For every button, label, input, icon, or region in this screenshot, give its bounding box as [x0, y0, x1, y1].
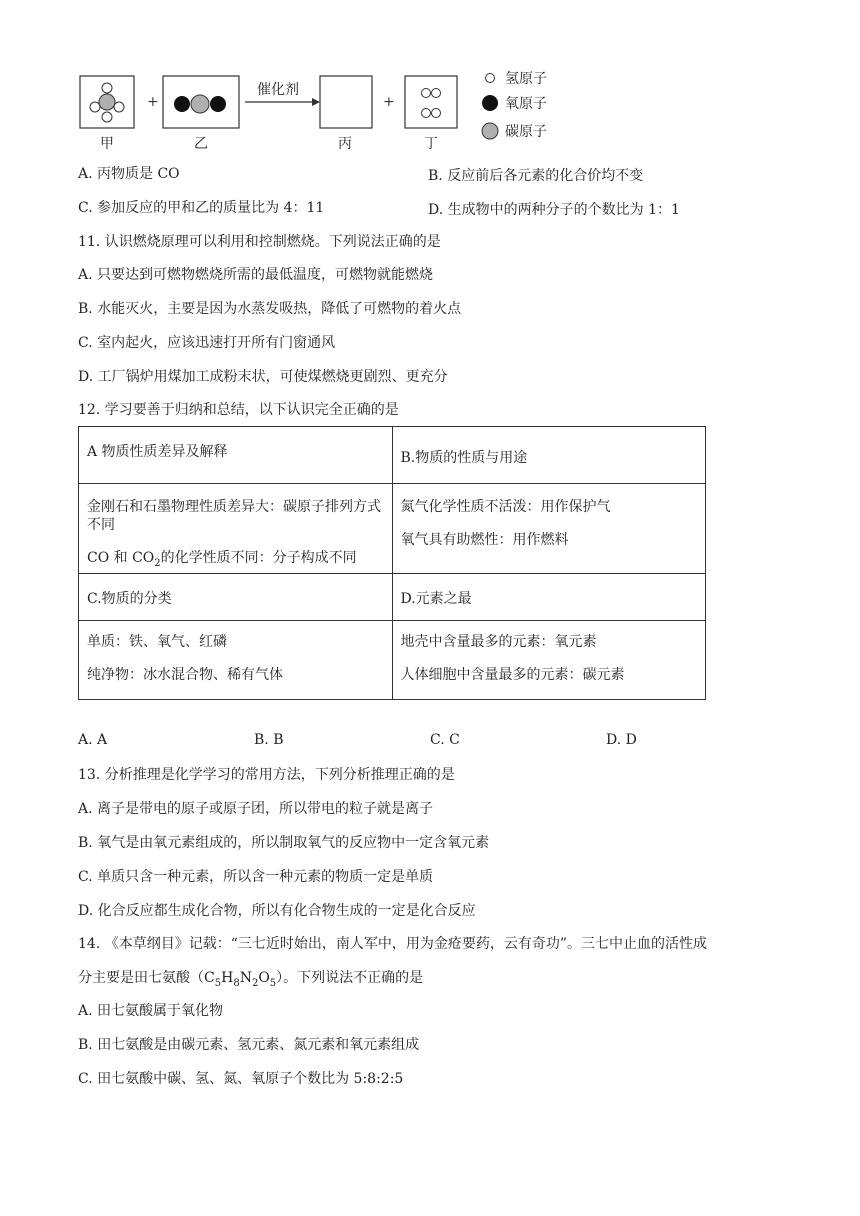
cell-c-body [79, 620, 393, 699]
q13-stem: 13. 分析推理是化学学习的常用方法，下列分析推理正确的是 [78, 767, 455, 783]
q12-option-d: D. D [606, 732, 637, 748]
q12-table [78, 426, 706, 700]
q12-option-b: B. B [254, 732, 284, 748]
cell-a-head: A 物质性质差异及解释 [79, 427, 393, 484]
legend-hydrogen: 氢原子 [505, 71, 547, 87]
q13-option-a: A. 离子是带电的原子或原子团，所以带电的粒子就是离子 [78, 801, 434, 817]
q11-option-d: D. 工厂锅炉用煤加工成粉末状，可使煤燃烧更剧烈、更充分 [78, 369, 448, 385]
legend-carbon: 碳原子 [505, 124, 547, 140]
legend-carbon-icon [482, 123, 498, 139]
hydrogen-atom [422, 109, 431, 118]
carbon-atom [99, 94, 115, 110]
carbon-atom [191, 95, 209, 113]
hydrogen-atom [90, 102, 100, 112]
legend-oxygen: 氧原子 [505, 96, 547, 112]
cell-a-line2: CO 和 $CO_2$的化学性质不同：分子构成不同 [87, 550, 357, 569]
q10-option-c: C. 参加反应的甲和乙的质量比为 4：11 [78, 200, 325, 216]
q10-option-d: D. 生成物中的两种分子的个数比为 1：1 [428, 202, 680, 218]
q14-stem-line1: 14. 《本草纲目》记载：“三七近时始出，南人军中，用为金疮要药，云有奇功”。三七中止血的活性成 [78, 936, 708, 952]
hydrogen-atom [432, 109, 441, 118]
cell-d-line1: 地壳中含量最多的元素：氧元素 [400, 633, 597, 650]
box-bing [320, 76, 372, 128]
cell-b-line2: 氧气具有助燃性：用作燃料 [400, 532, 569, 548]
catalyst-label: 催化剂 [257, 82, 299, 98]
q13-option-b: B. 氧气是由氧元素组成的，所以制取氧气的反应物中一定含氧元素 [78, 835, 490, 851]
q14-option-c: C. 田七氨酸中碳、氢、氮、氧原子个数比为 5:8:2:5 [78, 1071, 404, 1087]
cell-a-line1: 金刚石和石墨物理性质差异大：碳原子排列方式不同 [87, 499, 381, 533]
q10-option-a: A. 丙物质是 CO [78, 166, 180, 182]
label-ding: 丁 [424, 136, 438, 152]
cell-a-body [79, 484, 393, 574]
arrow-head-icon [312, 98, 320, 106]
q12-option-c: C. C [430, 732, 460, 748]
label-jia: 甲 [100, 136, 114, 152]
q14-option-b: B. 田七氨酸是由碳元素、氢元素、氮元素和氧元素组成 [78, 1037, 420, 1053]
plus-sign: + [147, 94, 159, 110]
q14-option-a: A. 田七氨酸属于氧化物 [78, 1003, 224, 1019]
q11-option-c: C. 室内起火，应该迅速打开所有门窗通风 [78, 335, 336, 351]
legend-hydrogen-icon [486, 74, 495, 83]
reaction-diagram [0, 0, 860, 160]
cell-b-body [392, 484, 706, 574]
hydrogen-atom [102, 83, 112, 93]
oxygen-atom [174, 96, 190, 112]
q11-option-a: A. 只要达到可燃物燃烧所需的最低温度，可燃物就能燃烧 [78, 267, 434, 283]
label-bing: 丙 [338, 136, 352, 152]
cell-c-line2: 纯净物：冰水混合物、稀有气体 [87, 666, 283, 683]
cell-c-line1: 单质：铁、氧气、红磷 [87, 633, 227, 650]
q12-stem: 12. 学习要善于归纳和总结，以下认识完全正确的是 [78, 402, 399, 418]
cell-b-head: B.物质的性质与用途 [392, 427, 706, 484]
hydrogen-atom [102, 112, 112, 122]
legend-oxygen-icon [482, 95, 498, 111]
q10-option-b: B. 反应前后各元素的化合价均不变 [428, 168, 644, 184]
hydrogen-atom [114, 102, 124, 112]
q13-option-c: C. 单质只含一种元素，所以含一种元素的物质一定是单质 [78, 869, 434, 885]
q14-stem-line2: 分主要是田七氨酸$(C_5H_8N_2O_5)$。下列说法不正确的是 [78, 970, 424, 989]
box-ding [405, 76, 457, 128]
cell-d-head: D.元素之最 [392, 573, 706, 620]
hydrogen-atom [432, 89, 441, 98]
q11-option-b: B. 水能灭火，主要是因为水蒸发吸热，降低了可燃物的着火点 [78, 301, 462, 317]
hydrogen-atom [422, 89, 431, 98]
plus-sign: + [383, 94, 395, 110]
cell-d-body [392, 620, 706, 699]
cell-d-line2: 人体细胞中含量最多的元素：碳元素 [400, 666, 625, 683]
label-yi: 乙 [194, 136, 208, 152]
q13-option-d: D. 化合反应都生成化合物，所以有化合物生成的一定是化合反应 [78, 903, 476, 919]
oxygen-atom [210, 96, 226, 112]
q12-option-a: A. A [78, 732, 108, 748]
q11-stem: 11. 认识燃烧原理可以利用和控制燃烧。下列说法正确的是 [78, 234, 441, 250]
cell-b-line1: 氮气化学性质不活泼：用作保护气 [400, 499, 611, 515]
cell-c-head: C.物质的分类 [79, 573, 393, 620]
